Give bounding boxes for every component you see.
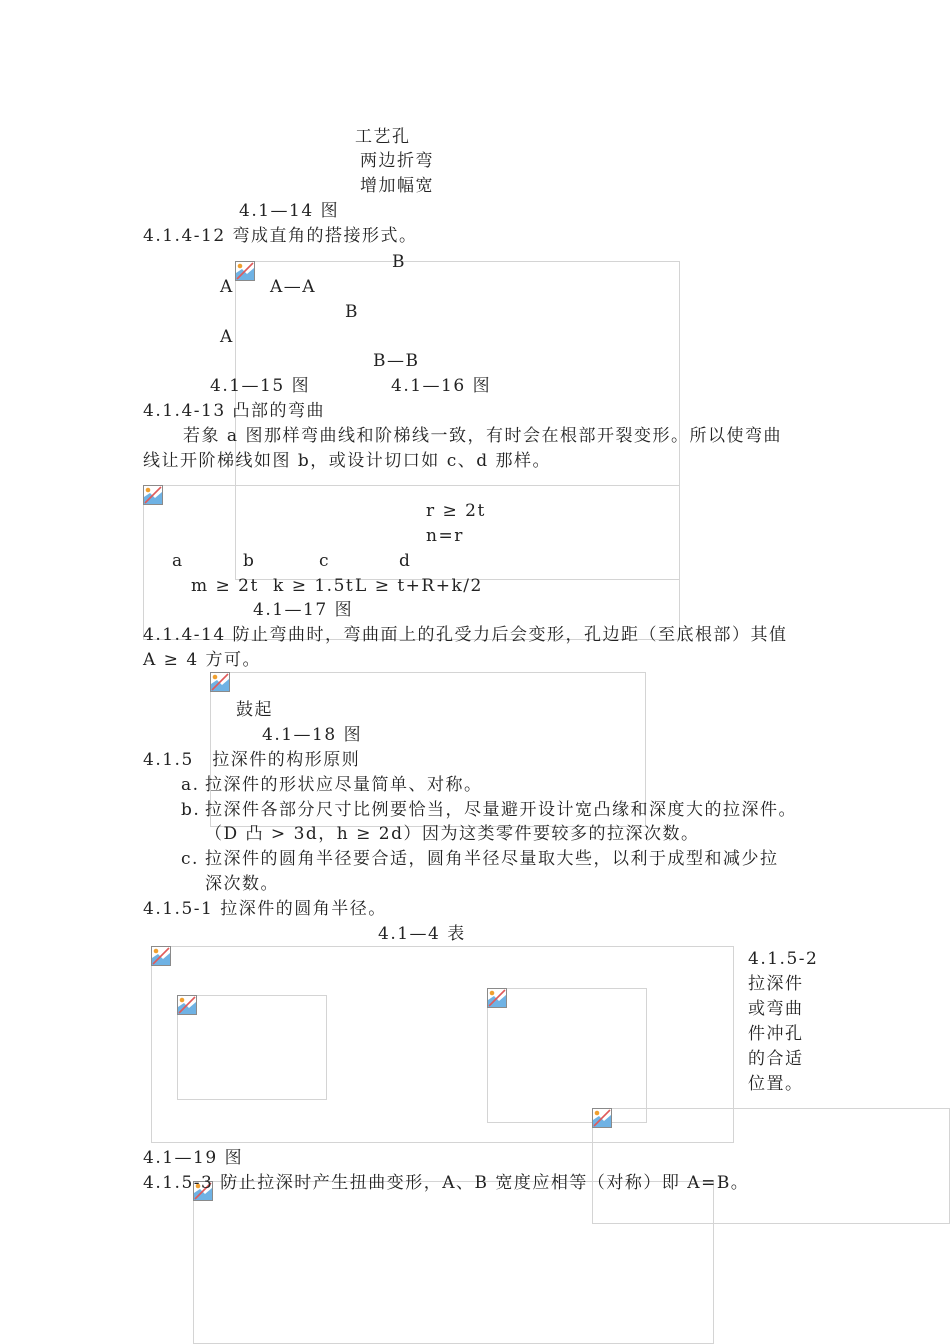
- paragraph-4-1-4-13-line-1: 若象 a 图那样弯曲线和阶梯线一致，有时会在根部开裂变形。所以使弯曲: [183, 426, 782, 446]
- fig17-label-b: b: [243, 551, 256, 571]
- table-4-caption: 4.1—4 表: [378, 924, 466, 944]
- label-liangbian-zhewan: 两边折弯: [360, 151, 434, 171]
- broken-image-icon: [177, 995, 197, 1015]
- broken-image-icon: [235, 261, 255, 281]
- broken-image-icon: [143, 485, 163, 505]
- broken-image-icon: [487, 988, 507, 1008]
- list-item-c-line-1: 拉深件的圆角半径要合适，圆角半径尽量取大些，以利于成型和减少拉: [205, 849, 779, 869]
- figure-17-caption: 4.1—17 图: [253, 600, 354, 620]
- section-4-1-5-1-heading: 4.1.5-1 拉深件的圆角半径。: [143, 899, 387, 919]
- figure-17-frame: [143, 485, 680, 640]
- section-4-1-4-14-line-1: 4.1.4-14 防止弯曲时，弯曲面上的孔受力后会变形，孔边距（至底根部）其值: [143, 625, 788, 645]
- side-note-line-1: 4.1.5-2: [748, 949, 819, 969]
- broken-image-icon: [210, 672, 230, 692]
- side-note-line-6: 位置。: [748, 1074, 804, 1094]
- figure-16-caption: 4.1—16 图: [391, 376, 492, 396]
- fig17-label-d: d: [399, 551, 412, 571]
- paragraph-4-1-4-13-line-2: 线让开阶梯线如图 b，或设计切口如 c、d 那样。: [143, 451, 551, 471]
- figure-15-caption: 4.1—15 图: [210, 376, 311, 396]
- section-4-1-4-12-heading: 4.1.4-12 弯成直角的搭接形式。: [143, 226, 418, 246]
- side-note-line-2: 拉深件: [748, 974, 804, 994]
- broken-image-icon: [592, 1108, 612, 1128]
- figure-19-caption: 4.1—19 图: [143, 1148, 244, 1168]
- fig17-label-m: m ≥ 2t: [191, 576, 259, 596]
- list-marker-b: b.: [181, 800, 201, 820]
- fig15-label-a-lower: A: [220, 327, 234, 347]
- table-4-image-right: [487, 988, 647, 1123]
- label-guqi: 鼓起: [236, 700, 273, 720]
- fig17-label-k: k ≥ 1.5t: [273, 576, 355, 596]
- fig17-label-a: a: [172, 551, 184, 571]
- list-marker-a: a.: [181, 775, 200, 795]
- fig17-label-l: L ≥ t+R+k/2: [355, 576, 483, 596]
- figure-bottom-frame: [193, 1181, 714, 1344]
- list-item-c-line-2: 深次数。: [205, 874, 279, 894]
- section-4-1-5-heading: 4.1.5 拉深件的构形原则: [143, 750, 361, 770]
- fig17-label-r: r ≥ 2t: [426, 501, 486, 521]
- side-note-line-3: 或弯曲: [748, 999, 804, 1019]
- label-zengjia-fukuan: 增加幅宽: [360, 176, 434, 196]
- fig15-label-a-upper: A: [220, 277, 234, 297]
- figure-18-caption: 4.1—18 图: [262, 725, 363, 745]
- section-4-1-4-14-line-2: A ≥ 4 方可。: [143, 650, 262, 670]
- list-item-a: 拉深件的形状应尽量简单、对称。: [205, 775, 483, 795]
- fig16-label-bb: B—B: [373, 351, 420, 371]
- table-4-image-left: [177, 995, 327, 1100]
- list-item-b-line-1: 拉深件各部分尺寸比例要恰当，尽量避开设计宽凸缘和深度大的拉深件。: [205, 800, 797, 820]
- side-note-line-4: 件冲孔: [748, 1024, 804, 1044]
- broken-image-icon: [151, 946, 171, 966]
- label-gongyikong: 工艺孔: [355, 127, 411, 147]
- section-4-1-4-13-heading: 4.1.4-13 凸部的弯曲: [143, 401, 326, 421]
- fig17-label-n: n=r: [426, 526, 464, 546]
- fig15-label-b-top: B: [392, 252, 406, 272]
- fig15-label-b-mid: B: [345, 302, 359, 322]
- fig15-label-aa: A—A: [270, 277, 317, 297]
- side-note-line-5: 的合适: [748, 1049, 804, 1069]
- figure-14-caption: 4.1—14 图: [239, 201, 340, 221]
- section-4-1-5-3-heading: 4.1.5-3 防止拉深时产生扭曲变形，A、B 宽度应相等（对称）即 A=B。: [143, 1173, 750, 1193]
- list-marker-c: c.: [181, 849, 199, 869]
- fig17-label-c: c: [319, 551, 331, 571]
- list-item-b-line-2: （D 凸 > 3d，h ≥ 2d）因为这类零件要较多的拉深次数。: [205, 824, 700, 844]
